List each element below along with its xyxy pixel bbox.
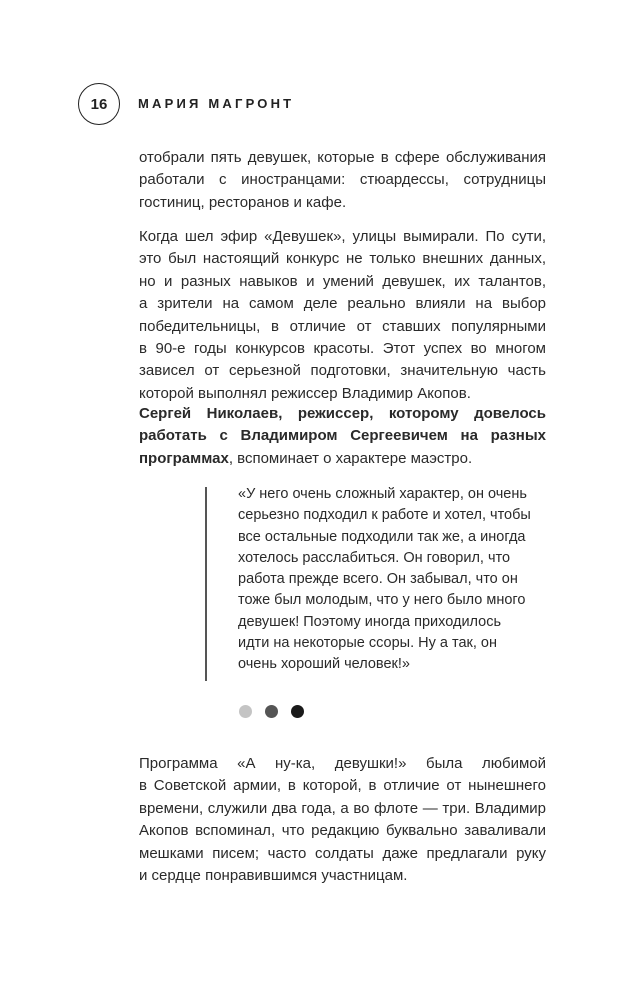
text-line: Сергей Николаев, режиссер, которому довелось bbox=[139, 405, 546, 422]
text-line: это был настоящий конкурс не только внешних данных, bbox=[139, 250, 546, 268]
text-line: которой выполнял режиссер Владимир Акопов. bbox=[139, 384, 471, 402]
divider-dot-light bbox=[239, 705, 252, 718]
text-line: в Советской армии, в которой, в отличие от нынешнего bbox=[139, 777, 546, 795]
quote-line: все остальные подходили так же, а иногда bbox=[238, 528, 526, 545]
paragraph-4 bbox=[139, 753, 546, 887]
text-line: и сердце понравившимся участницам. bbox=[139, 866, 408, 884]
text-line: работать с Владимиром Сергеевичем на разных bbox=[139, 427, 546, 445]
text-line: гостиниц, ресторанов и кафе. bbox=[139, 193, 347, 211]
text-line: мешками писем; часто солдаты даже предлагали руку bbox=[139, 844, 546, 862]
text-line: отобрали пять девушек, которые в сфере обслуживания bbox=[139, 149, 546, 166]
text-line: победительницы, в отличие от ставших популярными bbox=[139, 317, 546, 335]
quote-line: очень хороший человек!» bbox=[238, 656, 410, 673]
quote-line: тоже был молодым, что у него было много bbox=[238, 592, 526, 609]
blockquote bbox=[238, 484, 546, 676]
text-line: работали с иностранцами: стюардессы, сотрудницы bbox=[139, 171, 546, 189]
divider-dot-mid bbox=[265, 705, 278, 718]
quote-bar bbox=[205, 487, 207, 681]
text-line: Когда шел эфир «Девушек», улицы вымирали. По сути, bbox=[139, 228, 546, 245]
text-line bbox=[139, 448, 546, 470]
paragraph-3 bbox=[139, 403, 546, 470]
quote-line: серьезно подходил к работе и хотел, чтобы bbox=[238, 507, 531, 524]
text-line: в 90-е годы конкурсов красоты. Этот успех во многом bbox=[139, 339, 546, 357]
paragraph-1 bbox=[139, 147, 546, 214]
page-number bbox=[78, 83, 120, 125]
quote-line: «У него очень сложный характер, он очень bbox=[238, 486, 527, 502]
running-header-author: МАРИЯ МАГРОНТ bbox=[138, 96, 295, 111]
text-line: зависел от серьезной подготовки, значительную часть bbox=[139, 362, 546, 380]
text: , вспоминает о характере маэстро. bbox=[228, 449, 473, 467]
text-line: Акопов вспоминал, что редакцию буквально заваливали bbox=[139, 822, 546, 840]
page-number-text: 16 bbox=[90, 95, 108, 113]
text-line: Программа «А ну-ка, девушки!» была любимой bbox=[139, 755, 546, 772]
quote-line: хотелось расслабиться. Он говорил, что bbox=[238, 549, 511, 566]
text-line: но и разных навыков и умений девушек, их талантов, bbox=[139, 272, 546, 290]
quote-line: девушек! Поэтому иногда приходилось bbox=[238, 613, 502, 630]
bold-text: программах bbox=[139, 449, 229, 467]
paragraph-2 bbox=[139, 226, 546, 405]
text-line: а зрители на самом деле реально влияли на выбор bbox=[139, 295, 546, 313]
text-line: времени, служили два года, а во флоте — три. Владимир bbox=[139, 799, 546, 817]
divider-dot-dark bbox=[291, 705, 304, 718]
quote-line: идти на некоторые ссоры. Ну а так, он bbox=[238, 635, 498, 652]
quote-line: работа прежде всего. Он забывал, что он bbox=[238, 571, 518, 588]
